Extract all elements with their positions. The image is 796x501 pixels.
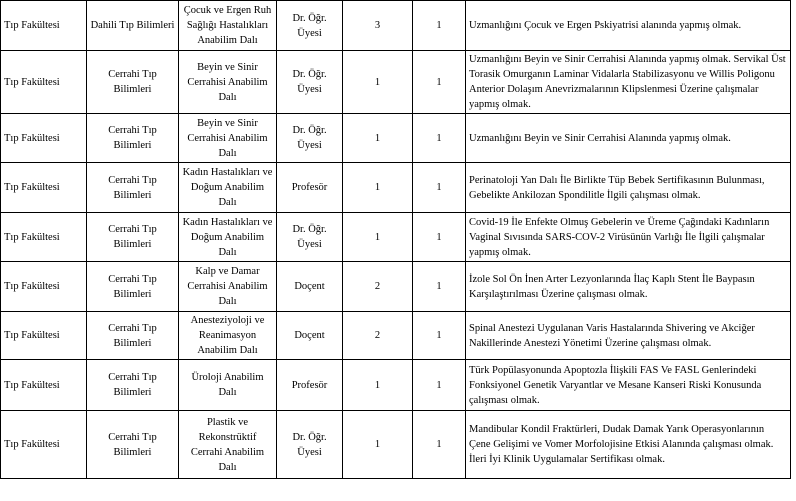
count-cell: 1 xyxy=(413,262,466,312)
requirement-cell: Perinatoloji Yan Dalı İle Birlikte Tüp Bebek Sertifikasının Bulunması, Gebelikte Ankilozan Spondilitle İlgili çalışması olmak. xyxy=(466,163,791,213)
table-row xyxy=(1,163,791,213)
degree-level-cell: 1 xyxy=(343,51,413,114)
department-cell: Kalp ve Damar Cerrahisi Anabilim Dalı xyxy=(179,262,277,312)
degree-level-cell: 1 xyxy=(343,163,413,213)
requirement-cell: Uzmanlığını Beyin ve Sinir Cerrahisi Alanında yapmış olmak. xyxy=(466,114,791,163)
degree-level-cell: 1 xyxy=(343,213,413,262)
requirement-cell: Spinal Anestezi Uygulanan Varis Hastalarında Shivering ve Akciğer Nakillerinde Anestezi Yönetimi Üzerine çalışması olmak. xyxy=(466,312,791,360)
table-row xyxy=(1,411,791,479)
department-cell: Beyin ve Sinir Cerrahisi Anabilim Dalı xyxy=(179,114,277,163)
count-cell: 1 xyxy=(413,163,466,213)
title-cell: Dr. Öğr. Üyesi xyxy=(277,1,343,51)
table-row xyxy=(1,1,791,51)
division-cell: Cerrahi Tıp Bilimleri xyxy=(87,51,179,114)
faculty-cell: Tıp Fakültesi xyxy=(1,1,87,51)
faculty-cell: Tıp Fakültesi xyxy=(1,411,87,479)
table-row xyxy=(1,262,791,312)
degree-level-cell: 1 xyxy=(343,360,413,411)
division-cell: Cerrahi Tıp Bilimleri xyxy=(87,312,179,360)
count-cell: 1 xyxy=(413,1,466,51)
title-cell: Dr. Öğr. Üyesi xyxy=(277,114,343,163)
department-cell: Çocuk ve Ergen Ruh Sağlığı Hastalıkları Anabilim Dalı xyxy=(179,1,277,51)
table-row xyxy=(1,114,791,163)
division-cell: Cerrahi Tıp Bilimleri xyxy=(87,262,179,312)
degree-level-cell: 1 xyxy=(343,411,413,479)
faculty-cell: Tıp Fakültesi xyxy=(1,360,87,411)
table-row xyxy=(1,312,791,360)
department-cell: Kadın Hastalıkları ve Doğum Anabilim Dalı xyxy=(179,163,277,213)
title-cell: Dr. Öğr. Üyesi xyxy=(277,411,343,479)
table-row xyxy=(1,213,791,262)
count-cell: 1 xyxy=(413,213,466,262)
division-cell: Cerrahi Tıp Bilimleri xyxy=(87,114,179,163)
division-cell: Cerrahi Tıp Bilimleri xyxy=(87,163,179,213)
table-row xyxy=(1,51,791,114)
faculty-cell: Tıp Fakültesi xyxy=(1,262,87,312)
degree-level-cell: 2 xyxy=(343,262,413,312)
degree-level-cell: 1 xyxy=(343,114,413,163)
faculty-cell: Tıp Fakültesi xyxy=(1,312,87,360)
department-cell: Beyin ve Sinir Cerrahisi Anabilim Dalı xyxy=(179,51,277,114)
requirement-cell: Uzmanlığını Çocuk ve Ergen Pskiyatrisi alanında yapmış olmak. xyxy=(466,1,791,51)
division-cell: Cerrahi Tıp Bilimleri xyxy=(87,411,179,479)
requirement-cell: Türk Popülasyonunda Apoptozla İlişkili FAS Ve FASL Genlerindeki Fonksiyonel Genetik Varyantlar ve Mesane Kanseri Riski Konusunda çalışması olmak. xyxy=(466,360,791,411)
degree-level-cell: 3 xyxy=(343,1,413,51)
title-cell: Profesör xyxy=(277,360,343,411)
count-cell: 1 xyxy=(413,360,466,411)
count-cell: 1 xyxy=(413,411,466,479)
degree-level-cell: 2 xyxy=(343,312,413,360)
title-cell: Profesör xyxy=(277,163,343,213)
department-cell: Kadın Hastalıkları ve Doğum Anabilim Dalı xyxy=(179,213,277,262)
faculty-cell: Tıp Fakültesi xyxy=(1,213,87,262)
faculty-cell: Tıp Fakültesi xyxy=(1,114,87,163)
table-row xyxy=(1,360,791,411)
title-cell: Dr. Öğr. Üyesi xyxy=(277,213,343,262)
title-cell: Doçent xyxy=(277,312,343,360)
count-cell: 1 xyxy=(413,312,466,360)
title-cell: Dr. Öğr. Üyesi xyxy=(277,51,343,114)
faculty-cell: Tıp Fakültesi xyxy=(1,163,87,213)
department-cell: Anesteziyoloji ve Reanimasyon Anabilim Dalı xyxy=(179,312,277,360)
title-cell: Doçent xyxy=(277,262,343,312)
requirement-cell: Mandibular Kondil Fraktürleri, Dudak Damak Yarık Operasyonlarının Çene Gelişimi ve Vomer Morfolojisine Etkisi Alanında çalışması olmak. İleri İyi Klinik Uygulamalar Sertifikası olmak. xyxy=(466,411,791,479)
department-cell: Üroloji Anabilim Dalı xyxy=(179,360,277,411)
requirement-cell: Uzmanlığını Beyin ve Sinir Cerrahisi Alanında yapmış olmak. Servikal Üst Torasik Omurganın Laminar Vidalarla Stabilizasyonu ve Willis Poligonu Anterior Dolaşım Anevrizmalarının Klipslenmesi Üzerine çalışmalar yapmış olmak. xyxy=(466,51,791,114)
division-cell: Cerrahi Tıp Bilimleri xyxy=(87,360,179,411)
requirement-cell: İzole Sol Ön İnen Arter Lezyonlarında İlaç Kaplı Stent İle Baypasın Karşılaştırılması Üzerine çalışması olmak. xyxy=(466,262,791,312)
count-cell: 1 xyxy=(413,51,466,114)
department-cell: Plastik ve Rekonstrüktif Cerrahi Anabilim Dalı xyxy=(179,411,277,479)
division-cell: Dahili Tıp Bilimleri xyxy=(87,1,179,51)
count-cell: 1 xyxy=(413,114,466,163)
division-cell: Cerrahi Tıp Bilimleri xyxy=(87,213,179,262)
faculty-cell: Tıp Fakültesi xyxy=(1,51,87,114)
requirement-cell: Covid-19 İle Enfekte Olmuş Gebelerin ve Üreme Çağındaki Kadınların Vaginal Sıvısında SARS-COV-2 Virüsünün Varlığı İle İlgili çalışmalar yapmış olmak. xyxy=(466,213,791,262)
